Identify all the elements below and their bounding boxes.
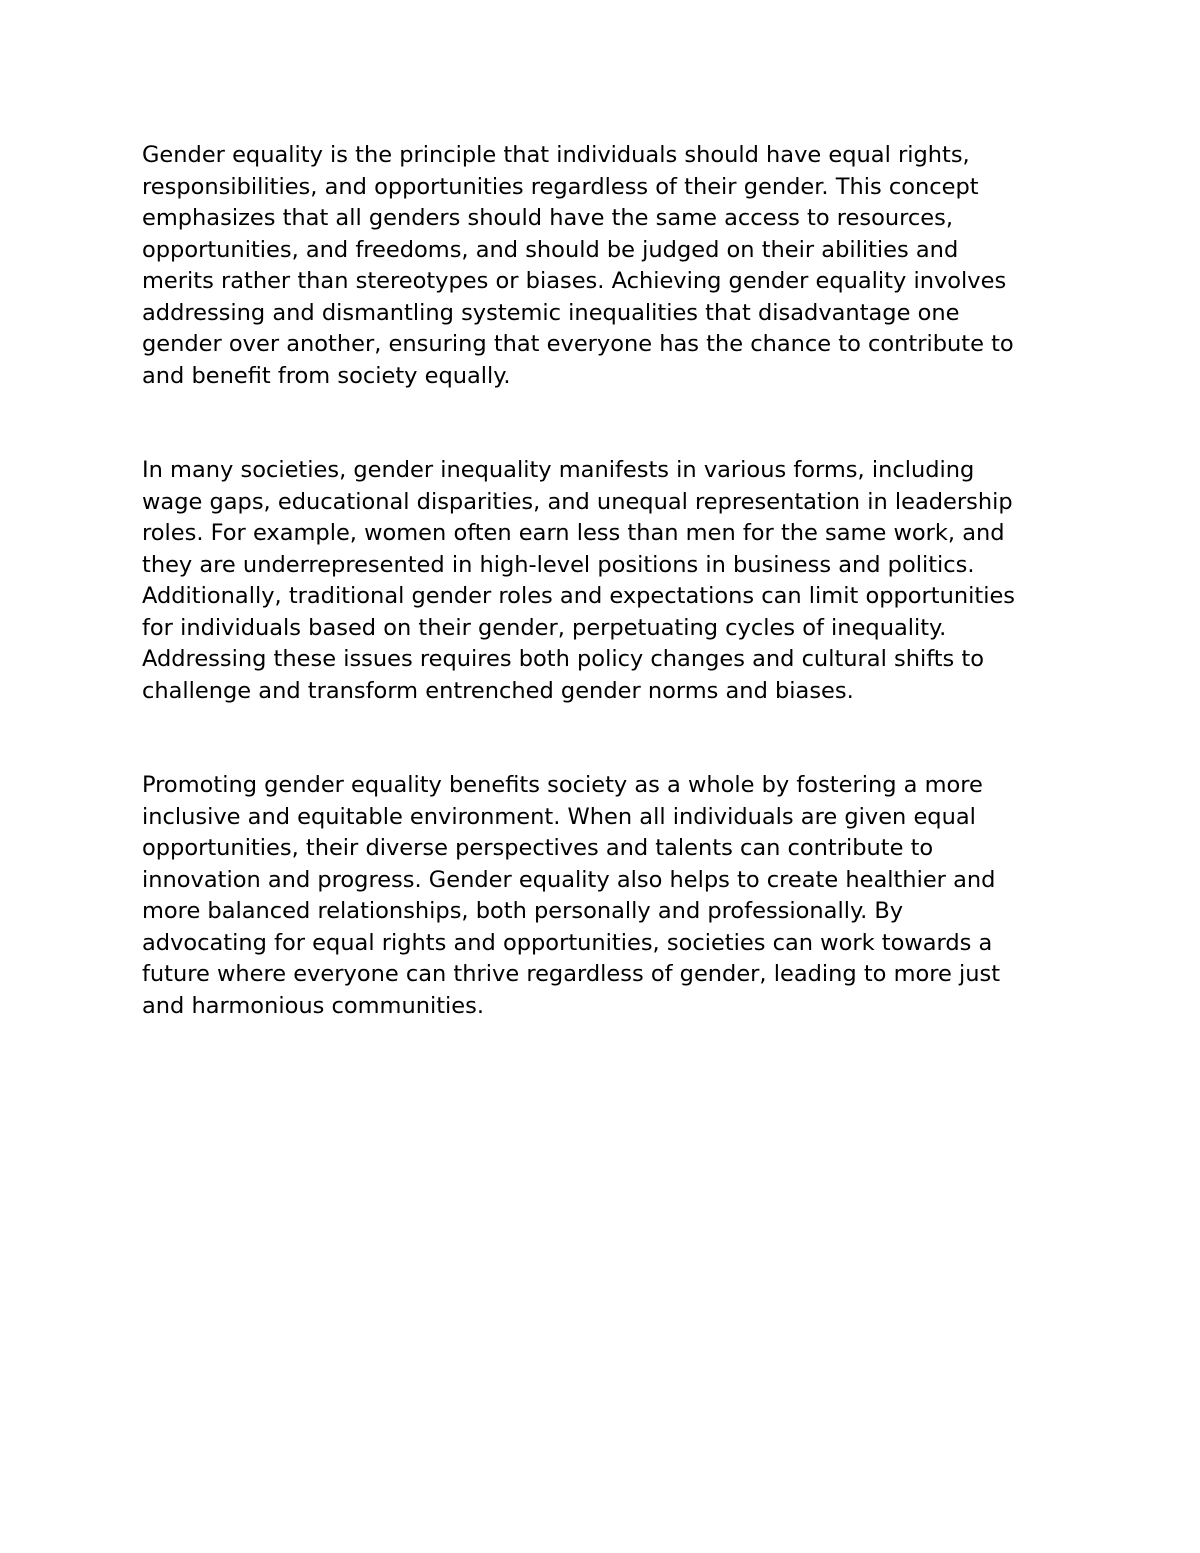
paragraph-line: opportunities, their diverse perspectives and talents can contribute to [142,835,934,861]
paragraph-line: addressing and dismantling systemic inequalities that disadvantage one [142,299,960,326]
paragraph-line: they are underrepresented in high-level positions in business and politics. [142,551,975,578]
paragraph-line: opportunities, and freedoms, and should be judged on their abilities and [142,236,959,263]
paragraph-line: Addressing these issues requires both policy changes and cultural shifts to [142,646,985,672]
paragraph-line: inclusive and equitable environment. When all individuals are given equal [142,803,976,830]
paragraph-line: innovation and progress. Gender equality also helps to create healthier and [142,866,996,893]
paragraph-line: for individuals based on their gender, perpetuating cycles of inequality. [142,614,947,641]
paragraph-line: Additionally, traditional gender roles and expectations can limit opportunities [142,583,1016,609]
paragraph-line: merits rather than stereotypes or biases. Achieving gender equality involves [142,268,1007,294]
paragraph-line: emphasizes that all genders should have the same access to resources, [142,205,953,231]
paragraph-line: and harmonious communities. [142,992,485,1019]
paragraph-line: Promoting gender equality benefits society as a whole by fostering a more [142,772,983,798]
document-body [142,140,1067,1022]
paragraph-line: challenge and transform entrenched gender norms and biases. [142,677,854,704]
paragraph-line: roles. For example, women often earn less than men for the same work, and [142,520,1005,546]
paragraph-2 [142,455,1067,707]
paragraph-1 [142,140,1067,392]
paragraph-line: advocating for equal rights and opportunities, societies can work towards a [142,929,993,956]
paragraph-line: wage gaps, educational disparities, and unequal representation in leadership [142,488,1013,515]
paragraph-line: more balanced relationships, both personally and professionally. By [142,898,904,924]
paragraph-line: responsibilities, and opportunities regardless of their gender. This concept [142,173,979,200]
paragraph-line: gender over another, ensuring that everyone has the chance to contribute to [142,331,1014,357]
paragraph-line: In many societies, gender inequality manifests in various forms, including [142,457,975,483]
paragraph-line: and benefit from society equally. [142,362,511,389]
paragraph-line: future where everyone can thrive regardless of gender, leading to more just [142,961,1001,987]
paragraph-3 [142,770,1067,1022]
paragraph-line: Gender equality is the principle that individuals should have equal rights, [142,142,970,168]
